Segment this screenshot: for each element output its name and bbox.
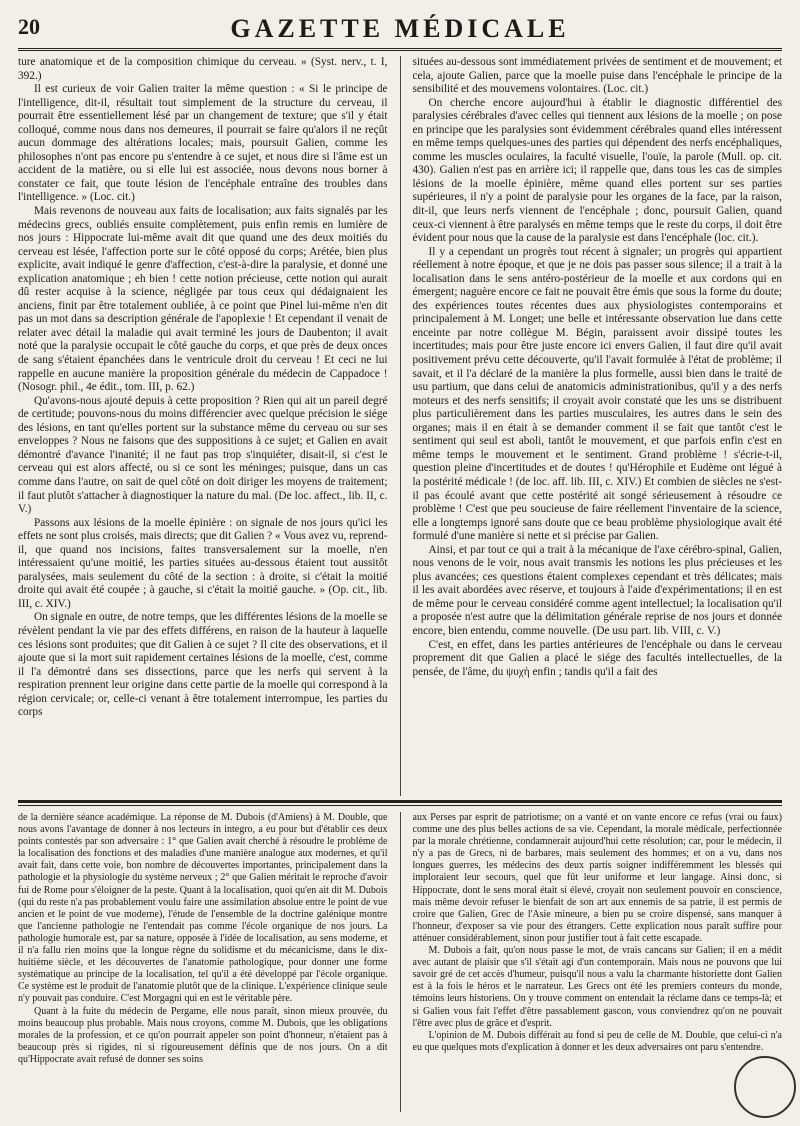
page-number: 20 <box>18 14 40 39</box>
paragraph: C'est, en effet, dans les parties antérieures de l'encéphale ou dans le cerveau proprement dit que Galien a placé le siége des facultés intellectuelles, de la pensée, de l'âme, du ψυχὴ enfin ; tandis qu'il a fait des <box>412 638 782 678</box>
paragraph: M. Dubois a fait, qu'on nous passe le mot, de vrais cancans sur Galien; il en a médit avec autant de plaisir que s'il s'était agi d'un contemporain. Mais nous ne pouvons que lui savoir gré de cet accès d'humeur, puisqu'il nous a valu la charmante historiette dont Galien est à la fois le héros et le narrateur. Les Grecs ont été les premiers conteurs du monde, témoins leurs historiens. On y trouve comment on entendait la réclame dans ce temps-là; et si Galien vous fait l'effet d'être passablement gascon, vous conviendrez qu'on ne pouvait l'être avec plus de grâce et d'esprit. <box>412 945 782 1029</box>
paragraph: Mais revenons de nouveau aux faits de localisation; aux faits signalés par les médecins grecs, oubliés ensuite complètement, puis enfin remis en lumière de nos jours : Hippocrate lui-même avait dit que quand une des deux moitiés du cerveau est lésée, l'affection porte sur le côté opposé du corps; Arétée, bien plus explicite, avait indiqué le genre d'affection, c'est-à-dire la paralysie, et donné une explication anatomique ; eh bien ! cette notion précieuse, cette notion qui aurait dû rester acquise à la science, négligée par tous ceux qui dédaignaient les anciens, finit par être totalement oubliée, à ce point que Pinel lui-même n'en dit pas un mot dans sa description générale de l'apoplexie ! Et cependant il venait de relater avec détail la maladie qui avait terminé les jours de Daubenton; il avait noté que la paralysie occupait le côté gauche du corps, et que près de deux onces de sang s'étaient épanchées dans le ventricule droit du cerveau ! Et ceci ne lui rappelle en aucune manière la proposition générale du médecin de Cappadoce ! (Nosogr. phil., 4e édit., tom. III, p. 62.) <box>18 205 388 394</box>
feuilleton-rule <box>18 800 782 803</box>
paragraph: Il est curieux de voir Galien traiter la même question : « Si le principe de l'intelligence, dit-il, résultait tout simplement de la structure du cerveau, il pourrait être essentiellement lésé par un changement de texture; que s'il y était colloqué, comme nous dans nos demeures, il pourrait se faire qu'alors il ne reçût aucun dommage des altérations locales; mais, poursuit Galien, comme les philosophes n'ont pas encore pu s'entendre à ce sujet, et nous dire si l'âme est un accident de la matière, ou si elle lui est associée, nous devons nous borner à constater ce fait, que toute lésion de l'encéphale entraîne des troubles dans l'intelligence. » (Loc. cit.) <box>18 83 388 204</box>
paragraph: On cherche encore aujourd'hui à établir le diagnostic différentiel des paralysies cérébrales d'avec celles qui tiennent aux lésions de la moelle ; on pose en principe que les paralysies sont évidemment cérébrales quand elles intéressent en même temps quelques-unes des parties qui dépendent des nerfs encéphaliques, comme les muscles oculaires, la faculté visuelle, l'ouïe, la parole (Mull. op. cit. 430). Galien n'est pas en arrière ici; il rappelle que, dans tous les cas de simples lésions de la moelle épinière, même quand elles portent sur ses parties supérieures, il n'y a point de paralysie pour les organes de la face, par la raison, dit-il, que leurs nerfs viennent de l'encéphale ; donc, poursuit Galien, quand ceux-ci viennent à être paralysés en même temps que le reste du corps, il doit être évident pour nous que la cause de la paralysie est dans l'encéphale (loc. cit.). <box>412 96 782 245</box>
feuilleton-section <box>18 812 782 1112</box>
paragraph: de la dernière séance académique. La réponse de M. Dubois (d'Amiens) à M. Double, que nous avons l'avantage de donner à nos lecteurs in integro, a eu pour but d'établir ces deux points contestés par son adversaire : 1° que Galien avait cherché à résoudre le problème de la localisation des fonctions et des maladies d'une manière analogue aux modernes, et qu'il avait fait, dans cette voie, bon nombre de découvertes importantes, principalement dans la pathologie et la physiologie du système nerveux ; 2° que Galien méritait le reproche d'avoir fui de Rome pour s'éloigner de la peste. Quant à la localisation, quoi qu'en ait dit M. Dubois (qui du reste n'a pas probablement voulu faire une assimilation absolue entre le point de vue ancien et le point de vue moderne), l'étude de l'ensemble de la doctrine galénique montre que l'ancienne pathologie ne l'entendait pas comme l'école organique de nos jours. La pathologie humorale est, par sa nature, opposée à l'idée de localisation, au sens moderne, et il n'a fallu rien moins que la longue règne du solidisme et du mécanicisme, dans le dix-huitième siècle, et les découvertes de l'anatomie pathologique, pour donner une forme systématique au principe de la localisation, tel qu'il a été développé par l'école organique. Ce système est le produit de l'anatomie plutôt que de la clinique. L'expérience clinique seule n'y pouvait pas conduire. C'est Morgagni qui en est le véritable père. <box>18 812 388 1005</box>
paragraph: situées au-dessous sont immédiatement privées de sentiment et de mouvement; et cela, ajoute Galien, parce que la moelle puise dans l'encéphale le principe de la sensibilité et des mouvemens volontaires. (Loc. cit.) <box>412 56 782 96</box>
newspaper-page <box>18 12 782 1112</box>
header-rule <box>18 48 782 51</box>
masthead-title: GAZETTE MÉDICALE <box>230 14 570 43</box>
paragraph: Ainsi, et par tout ce qui a trait à la mécanique de l'axe cérébro-spinal, Galien, nous venons de le voir, nous avait transmis les notions les plus précieuses et les plus avancées; ces questions étaient complexes cependant et très délicates; mais il les avait abordées avec réserve, et toujours à l'aide d'expérimentations; il en est de même pour le cerveau considéré comme agent intellectuel; la localisation qu'il a proposée n'est autre que la délimitation générale reprise de nos jours et donnée encore, bien entendu, comme nouvelle. (De usu part. lib. VIII, c. V.) <box>412 543 782 637</box>
column-divider <box>400 812 401 1112</box>
page-header <box>18 12 782 52</box>
paragraph: Quant à la fuite du médecin de Pergame, elle nous paraît, sinon mieux prouvée, du moins beaucoup plus probable. Mais nous croyons, comme M. Dubois, que les obligations morales de la profession, et ce qu'on pourrait appeler son point d'honneur, n'étaient pas à beaucoup près si rigides, ni si rigoureusement définis que de nos jours. On a dit qu'Hippocrate avait refusé de donner ses soins <box>18 1005 388 1065</box>
feuilleton-left-column <box>18 812 388 1112</box>
paragraph: Passons aux lésions de la moelle épinière : on signale de nos jours qu'ici les effets ne sont plus croisés, mais directs; que dit Galien ? « Vous avez vu, reprend-il, que quand nos incisions, faites transversalement sur la moelle, n'en intéressaient qu'une moitié, les parties situées au-dessous étaient tout aussitôt paralysées, mais seulement du côté de la section : à droite, si c'était la moitié droite qui avait été coupée ; à gauche, si c'était la moitié gauche. » (Op. cit., lib. III, c. XIV.) <box>18 516 388 610</box>
paragraph: aux Perses par esprit de patriotisme; on a vanté et on vante encore ce refus (vrai ou faux) comme une des plus belles actions de sa vie. Cependant, la morale médicale, perfectionnée par la morale chrétienne, condamnerait aujourd'hui cette résolution; car, pour le médecin, il n'y a pas de Grecs, ni de barbares, mais seulement des hommes; et on a vu, dans nos longues guerres, les médecins des deux partis soigner indifféremment les blessés qui imploraient leur secours, quel que fût leur uniforme et leur langage. Ainsi donc, si Hippocrate, dont le sens moral était si élevé, croyait non seulement pouvoir en conscience, mais même devoir refuser le bienfait de son art aux ennemis de sa patrie, il est permis de croire que Galien, Grec de l'Asie mineure, a bien pu se croire dispensé, sans manquer à l'honneur, d'exposer sa vie pour des étrangers. Cette explication nous paraît suffire pour atténuer considérablement, sinon pour justifier tout à fait cette escapade. <box>412 812 782 944</box>
main-left-column <box>18 56 388 796</box>
column-divider <box>400 56 401 796</box>
feuilleton-rule-thin <box>18 805 782 806</box>
main-article <box>18 56 782 796</box>
paragraph: L'opinion de M. Dubois différait au fond si peu de celle de M. Double, que celui-ci n'a eu que quelques mots d'explication à donner et les deux adversaires ont paru s'entendre. <box>412 1029 782 1053</box>
paragraph: ture anatomique et de la composition chimique du cerveau. » (Syst. nerv., t. I, 392.) <box>18 56 388 82</box>
library-stamp <box>734 1056 796 1118</box>
main-right-column <box>413 56 783 796</box>
paragraph: On signale en outre, de notre temps, que les différentes lésions de la moelle se révèlent pendant la vie par des effets différens, en raison de la hauteur à laquelle ces lésions sont produites; que dit Galien à ce sujet ? Il cite des observations, et il ajoute que si la mort suit rapidement certaines lésions de la moelle, c'est, comme il l'a démontré dans ses dissections, parce que les nerfs qui servent à la respiration prennent leur origine dans cette partie de la moelle qui correspond à la région cervicale; or, celle-ci venant à être totalement interrompue, les parties du corps <box>18 611 388 719</box>
feuilleton-right-column <box>413 812 783 1112</box>
paragraph: Qu'avons-nous ajouté depuis à cette proposition ? Rien qui ait un pareil degré de certitude; pouvons-nous du moins différencier avec quelque précision le siége des lésions, en tant qu'elles portent sur la substance même du cerveau ou sur ses enveloppes ? Nous ne faisons que des suppositions à ce sujet; et Galien en avait démontré d'avance l'inanité; il ne faut pas trop s'inquiéter, disait-il, si c'est le cerveau qui est alors affecté, ou si ce sont les méninges; puisque, dans un cas comme dans l'autre, on sait de quel côté on doit diriger les moyens de traitement; il faut plutôt s'attacher à diagnostiquer la nature du mal. (De loc. affect., lib. II, c. V.) <box>18 394 388 516</box>
paragraph: Il y a cependant un progrès tout récent à signaler; un progrès qui appartient réellement à notre époque, et que je ne dois pas passer sous silence; il a trait à la localisation dans le sens antéro-postérieur de la moelle et aux cordons qui en émergent; naguère encore ce fait ne pouvait être émis que sous la forme du doute; des expériences toutes récentes dues aux physiologistes contemporains et principalement à M. Longet; une belle et intéressante observation lue dans cette enceinte par notre collègue M. Bégin, paraissent avoir dissipé toutes les incertitudes; mais pour être juste encore ici envers Galien, il faut dire qu'il avait positivement prévu cette découverte, qu'il l'avait formulée à l'état de problème; il savait, et il l'a déclaré de la manière la plus formelle, aussi bien dans le traité de usu partium, que dans celui de anatomicis administrationibus, qu'il y a des nerfs moteurs et des nerfs sensitifs; il croyait avoir constaté que les uns se distribuent plus particulièrement dans les parties musculaires, les autres dans le sein des organes; mais il en était à se demander comment il se fait que tantôt c'est le sentiment qui seul est aboli, tantôt le mouvement, et que parfois enfin c'est en même temps le mouvement et le sentiment. Grand problème ! s'écrie-t-il, question pleine d'incertitudes et de doutes ! qu'Hérophile et Eudème ont légué à la postérité médicale ! (de loc. aff. lib. III, c. XIV.) Et combien de siècles ne s'est-il pas écoulé avant que cette postérité ait songé sérieusement à résoudre ce problème ! C'est que peu soucieuse de faire réellement l'inventaire de la science, elle a longtemps ignoré sans doute que ce beau problème physiologique avait été formulé d'une manière si nette et si précise par Galien. <box>412 245 782 543</box>
